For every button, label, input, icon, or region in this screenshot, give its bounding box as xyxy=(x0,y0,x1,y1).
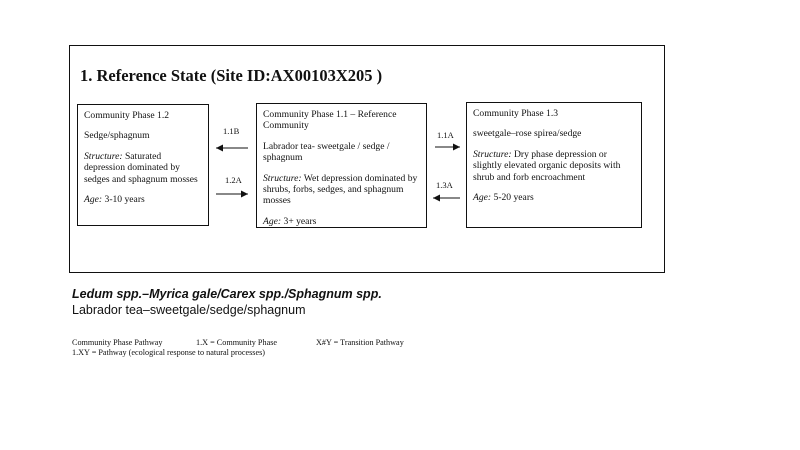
legend-xy: 1.XY = Pathway (ecological response to natural processes) xyxy=(72,348,266,357)
pathway-label-1-2a: 1.2A xyxy=(225,175,242,185)
structure-label: Structure: xyxy=(263,172,302,184)
legend-transition: X#Y = Transition Pathway xyxy=(316,338,404,347)
phase-name: Community Phase 1.1 – Reference Community xyxy=(263,109,397,132)
phase-community: Labrador tea- sweetgale / sedge / sphagnum xyxy=(263,140,390,164)
scientific-name: Ledum spp.–Myrica gale/Carex spp./Sphagnum spp. xyxy=(72,287,382,301)
phase-community: sweetgale–rose spirea/sedge xyxy=(473,128,582,140)
legend-phase: 1.X = Community Phase xyxy=(196,338,278,347)
age-label: Age: xyxy=(473,192,492,204)
age-text: 5-20 years xyxy=(491,192,534,204)
phase-name: Community Phase 1.2 xyxy=(84,110,170,121)
phase-name: Community Phase 1.3 xyxy=(473,108,559,119)
common-name: Labrador tea–sweetgale/sedge/sphagnum xyxy=(72,303,306,317)
age-label: Age: xyxy=(84,194,103,206)
structure-label: Structure: xyxy=(473,148,512,160)
pathway-label-1-3a: 1.3A xyxy=(436,180,453,190)
structure-text: Dry phase depression or slightly elevated organic deposits with shrub and forb encroachment xyxy=(473,148,621,183)
structure-text: Wet depression dominated by shrubs, forbs, sedges, and sphagnum mosses xyxy=(263,172,418,207)
age-label: Age: xyxy=(263,215,282,227)
age-text: 3-10 years xyxy=(102,194,145,206)
structure-text: Saturated depression dominated by sedges and sphagnum mosses xyxy=(84,150,198,185)
pathway-label-1-1a: 1.1A xyxy=(437,130,454,140)
structure-label: Structure: xyxy=(84,150,123,162)
age-text: 3+ years xyxy=(281,215,317,227)
pathway-label-1-1b: 1.1B xyxy=(223,126,240,136)
state-title: 1. Reference State (Site ID:AX00103X205 ) xyxy=(80,66,383,85)
legend-pathway: Community Phase Pathway xyxy=(72,338,163,347)
phase-community: Sedge/sphagnum xyxy=(84,130,150,142)
